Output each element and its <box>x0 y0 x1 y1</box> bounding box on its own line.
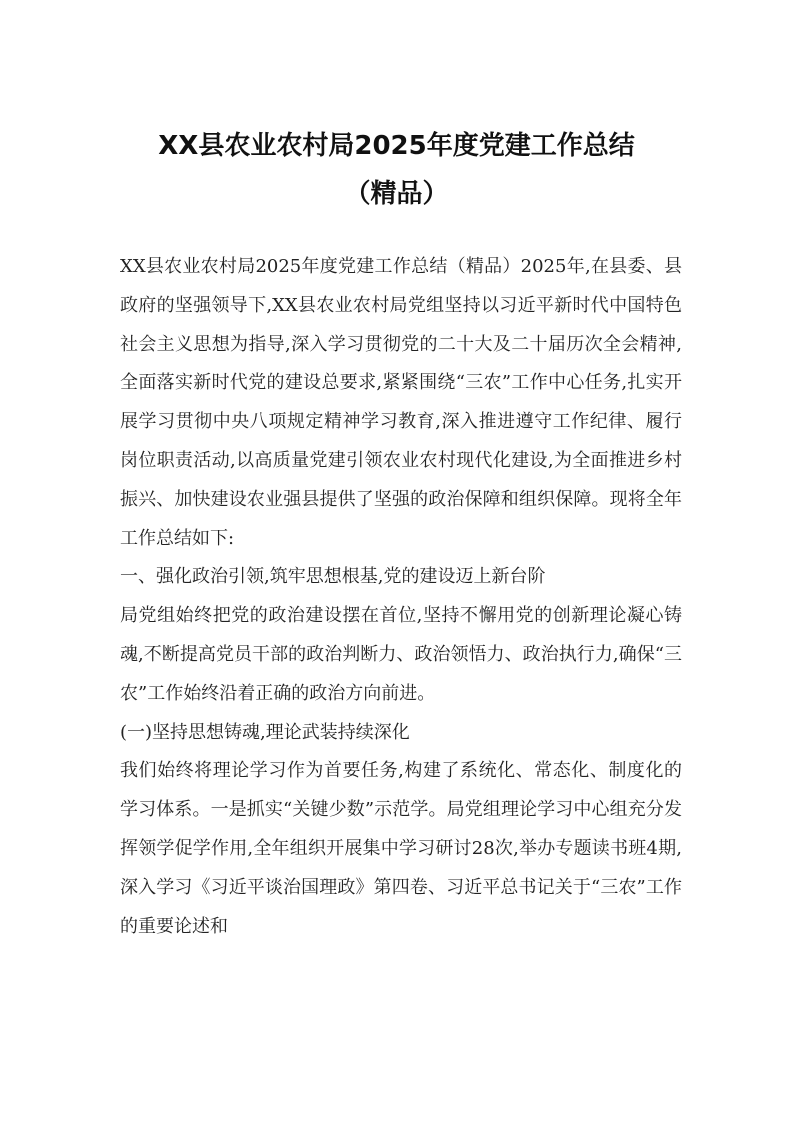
section-paragraph: 局党组始终把党的政治建设摆在首位,坚持不懈用党的创新理论凝心铸魂,不断提高党员干部的政治判断力、政治领悟力、政治执行力,确保“三农”工作始终沿着正确的政治方向前进。 <box>120 605 682 704</box>
section-heading: 一、强化政治引领,筑牢思想根基,党的建设迈上新台阶 <box>120 566 546 588</box>
document-title: XX县农业农村局2025年度党建工作总结 <box>158 131 635 161</box>
document-title-suffix: （精品） <box>344 179 449 209</box>
intro-paragraph: XX县农业农村局2025年度党建工作总结（精品）2025年,在县委、县政府的坚强领导下,XX县农业农村局党组坚持以习近平新时代中国特色社会主义思想为指导,深入学习贯彻党的二十大及二十届历次全会精神,全面落实新时代党的建设总要求,紧紧围绕“三农”工作中心任务,扎实开展学习贯彻中央八项规定精神学习教育,深入推进遵守工作纪律、履行岗位职责活动,以高质量党建引领农业农村现代化建设,为全面推进乡村振兴、加快建设农业强县提供了坚强的政治保障和组织保障。现将全年工作总结如下: <box>120 256 682 549</box>
subsection-heading: (一)坚持思想铸魂,理论武装持续深化 <box>120 721 410 743</box>
subsection-paragraph: 我们始终将理论学习作为首要任务,构建了系统化、常态化、制度化的学习体系。一是抓实“关键少数”示范学。局党组理论学习中心组充分发挥领学促学作用,全年组织开展集中学习研讨28次,举办专题读书班4期,深入学习《习近平谈治国理政》第四卷、习近平总书记关于“三农”工作的重要论述和 <box>120 760 682 937</box>
document-body <box>120 248 682 946</box>
